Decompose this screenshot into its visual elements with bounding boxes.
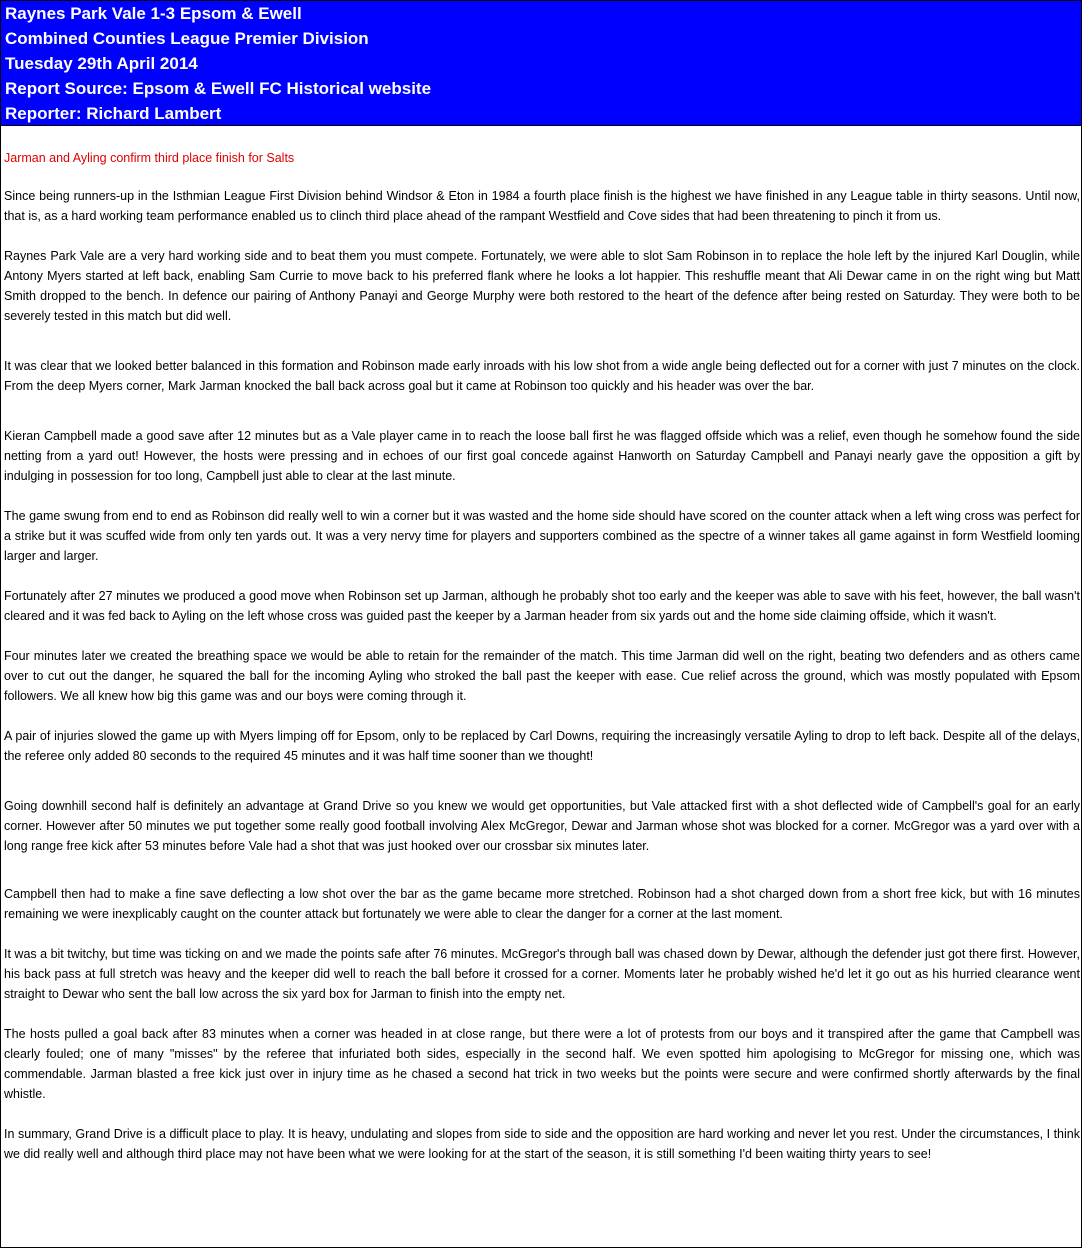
report-body (1, 148, 1081, 1164)
paragraph: Four minutes later we created the breathing space we would be able to retain for the remainder of the match. This time Jarman did well on the right, beating two defenders and as others came over to cut out the danger, he squared the ball for the incoming Ayling who stroked the ball past the keeper with ease. Cue relief across the ground, which was mostly populated with Epsom followers. We all knew how big this game was and our boys were coming through it. (4, 649, 1080, 703)
paragraph: A pair of injuries slowed the game up with Myers limping off for Epsom, only to be replaced by Carl Downs, requiring the increasingly versatile Ayling to drop to left back. Despite all of the delays, the referee only added 80 seconds to the required 45 minutes and it was half time sooner than we thought! (4, 729, 1080, 763)
paragraph: It was a bit twitchy, but time was ticking on and we made the points safe after 76 minutes. McGregor's through ball was chased down by Dewar, although the defender just got there first. However, his back pass at full stretch was heavy and the keeper did well to reach the ball before it crossed for a corner. Moments later he probably wished he'd let it go out as his hurried clearance went straight to Dewar who sent the ball low across the six yard box for Jarman to finish into the empty net. (4, 947, 1080, 1001)
reporter: Reporter: Richard Lambert (5, 104, 222, 123)
paragraph: Campbell then had to make a fine save deflecting a low shot over the bar as the game became more stretched. Robinson had a shot charged down from a short free kick, but with 16 minutes remaining we were inexplicably caught on the counter attack but fortunately we were able to clear the danger for a corner at the last moment. (4, 887, 1080, 921)
paragraph: Kieran Campbell made a good save after 12 minutes but as a Vale player came in to reach the loose ball first he was flagged offside which was a relief, even though he somehow found the side netting from a yard out! However, the hosts were pressing and in echoes of our first goal concede against Hanworth on Saturday Campbell and Panayi nearly gave the opposition a gift by indulging in possession for too long, Campbell just able to clear at the last minute. (4, 429, 1080, 483)
report-source: Report Source: Epsom & Ewell FC Historical website (5, 79, 432, 98)
paragraph: It was clear that we looked better balanced in this formation and Robinson made early inroads with his low shot from a wide angle being deflected out for a corner with just 7 minutes on the clock. From the deep Myers corner, Mark Jarman knocked the ball back across goal but it came at Robinson too quickly and his header was over the bar. (4, 359, 1080, 393)
paragraph: Fortunately after 27 minutes we produced a good move when Robinson set up Jarman, although he probably shot too early and the keeper was able to save with his feet, however, the ball wasn't cleared and it was fed back to Ayling on the left whose cross was guided past the keeper by a Jarman header from six yards out and the home side claiming offside, which it wasn't. (4, 589, 1080, 623)
paragraph: Raynes Park Vale are a very hard working side and to beat them you must compete. Fortunately, we were able to slot Sam Robinson in to replace the hole left by the injured Karl Douglin, while Antony Myers started at left back, enabling Sam Currie to move back to his preferred flank where he looks a lot happier. This reshuffle meant that Ali Dewar came in on the right wing but Matt Smith dropped to the bench. In defence our pairing of Anthony Panayi and George Murphy were both restored to the heart of the defence after being rested on Saturday. They were both to be severely tested in this match but did well. (4, 249, 1080, 323)
report-headline: Jarman and Ayling confirm third place finish for Salts (4, 151, 295, 165)
paragraph: The hosts pulled a goal back after 83 minutes when a corner was headed in at close range, but there were a lot of protests from our boys and it transpired after the game that Campbell was clearly fouled; one of many "misses" by the referee that infuriated both sides, especially in the second half. We even spotted him apologising to McGregor for missing one, which was commendable. Jarman blasted a free kick just over in injury time as he chased a second hat trick in two weeks but the points were secure and were confirmed shortly afterwards by the final whistle. (4, 1027, 1080, 1101)
report-header (1, 1, 1081, 126)
competition: Combined Counties League Premier Division (5, 29, 369, 48)
match-title: Raynes Park Vale 1-3 Epsom & Ewell (5, 4, 302, 23)
paragraph: The game swung from end to end as Robinson did really well to win a corner but it was wasted and the home side should have scored on the counter attack when a left wing cross was perfect for a strike but it was scuffed wide from only ten yards out. It was a very nervy time for players and supporters combined as the spectre of a winner takes all game against in form Westfield looming larger and larger. (4, 509, 1080, 563)
paragraph: Going downhill second half is definitely an advantage at Grand Drive so you knew we would get opportunities, but Vale attacked first with a shot deflected wide of Campbell's goal for an early corner. However after 50 minutes we put together some really good football involving Alex McGregor, Dewar and Jarman whose shot was blocked for a corner. McGregor was a yard over with a long range free kick after 53 minutes before Vale had a shot that was just hooked over our crossbar six minutes later. (4, 799, 1080, 853)
paragraph: Since being runners-up in the Isthmian League First Division behind Windsor & Eton in 1984 a fourth place finish is the highest we have finished in any League table in thirty seasons. Until now, that is, as a hard working team performance enabled us to clinch third place ahead of the rampant Westfield and Cove sides that had been threatening to pinch it from us. (4, 189, 1080, 223)
paragraph: In summary, Grand Drive is a difficult place to play. It is heavy, undulating and slopes from side to side and the opposition are hard working and never let you rest. Under the circumstances, I think we did really well and although third place may not have been what we were looking for at the start of the season, it is still something I'd been waiting thirty years to see! (4, 1127, 1080, 1161)
match-date: Tuesday 29th April 2014 (5, 54, 198, 73)
